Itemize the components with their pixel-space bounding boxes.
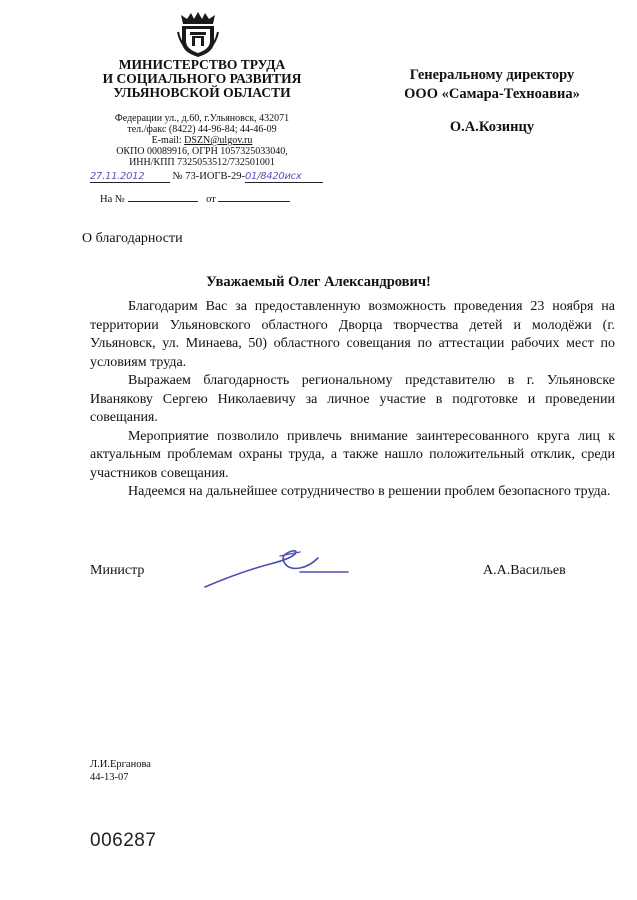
registration-number-field xyxy=(245,171,323,183)
letter-subject: О благодарности xyxy=(82,231,183,246)
letter-body xyxy=(90,298,615,502)
reply-date-blank xyxy=(218,201,290,202)
registration-date-field xyxy=(90,171,170,183)
addressee-block xyxy=(372,66,612,137)
addressee-company: ООО «Самара-Техноавиа» xyxy=(404,86,580,102)
handwritten-number: 01/8420исх xyxy=(245,171,302,182)
ministry-contacts xyxy=(82,113,322,168)
handwritten-signature xyxy=(200,542,350,597)
reply-reference-line xyxy=(100,194,290,205)
ministry-inn-kpp: ИНН/КПП 7325053512/732501001 xyxy=(129,157,275,168)
reply-number-blank xyxy=(128,201,198,202)
email-link[interactable]: DSZN@ulgov.ru xyxy=(184,135,253,146)
registration-number-label: № 73-ИОГВ-29- xyxy=(172,171,245,182)
body-paragraph: Благодарим Вас за предоставленную возможность проведения 23 ноября на территории Ульяновского областного Дворца творчества детей и молодёжи (г. Ульяновск, ул. Минаева, 50) областного совещания по аттестации рабочих мест по условиям труда. xyxy=(90,299,615,370)
signatory-title: Министр xyxy=(90,563,145,578)
email-label: E-mail: xyxy=(151,135,182,146)
addressee-position: Генеральному директору xyxy=(409,67,575,83)
coat-of-arms-emblem xyxy=(177,12,219,63)
author-name: Л.И.Ерганова xyxy=(90,759,151,770)
ministry-line-3: УЛЬЯНОВСКОЙ ОБЛАСТИ xyxy=(113,85,291,100)
ministry-line-1: МИНИСТЕРСТВО ТРУДА xyxy=(118,57,286,72)
document-author xyxy=(90,758,151,784)
ministry-address: Федерации ул., д.60, г.Ульяновск, 432071 xyxy=(114,113,290,124)
body-paragraph: Выражаем благодарность региональному представителю в г. Ульяновске Иванякову Сергею Николаевичу за личное участие в подготовке и проведении совещания. xyxy=(90,373,615,425)
signatory-name: А.А.Васильев xyxy=(483,563,566,578)
body-paragraph: Мероприятие позволило привлечь внимание заинтересованного круга лиц к актуальным проблемам охраны труда, а также нашло положительный отклик, среди участников совещания. xyxy=(90,428,615,481)
author-phone: 44-13-07 xyxy=(90,772,129,783)
ministry-okpo-ogrn: ОКПО 00089916, ОГРН 1057325033040, xyxy=(116,146,288,157)
reply-number-label: На № xyxy=(100,194,125,205)
ministry-email-line xyxy=(82,135,322,146)
document-serial-number: 006287 xyxy=(90,830,157,851)
registration-line xyxy=(90,171,323,183)
ministry-name xyxy=(82,58,322,100)
reply-date-label: от xyxy=(206,194,216,205)
salutation: Уважаемый Олег Александрович! xyxy=(206,274,431,290)
handwritten-date: 27.11.2012 xyxy=(90,171,145,182)
body-paragraph: Надеемся на дальнейшее сотрудничество в решении проблем безопасного труда. xyxy=(128,484,611,499)
ministry-phone: тел./факс (8422) 44-96-84; 44-46-09 xyxy=(127,124,277,135)
ministry-line-2: И СОЦИАЛЬНОГО РАЗВИТИЯ xyxy=(102,71,302,86)
addressee-name: О.А.Козинцу xyxy=(449,119,535,135)
